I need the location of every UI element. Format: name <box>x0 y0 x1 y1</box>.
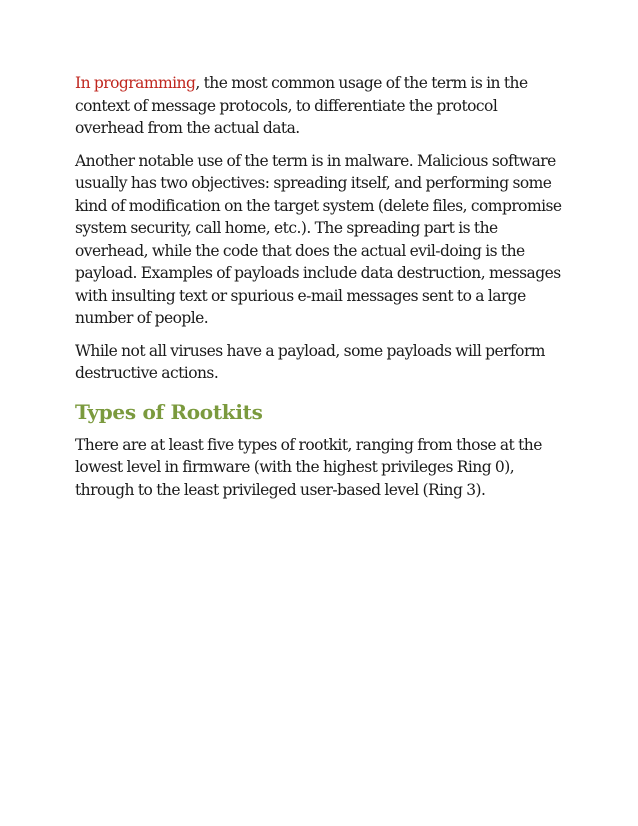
document-page <box>75 72 565 511</box>
paragraph-programming-text: , the most common usage of the term is in the context of message protocols, to differentiate the protocol overhead from the actual data. <box>75 74 528 137</box>
in-programming-link[interactable]: In programming <box>75 74 196 92</box>
paragraph-rootkit-types: There are at least five types of rootkit, ranging from those at the lowest level in firmware (with the highest privileges Ring 0), through to the least privileged user-based level (Ring 3). <box>75 435 542 499</box>
paragraph-viruses: While not all viruses have a payload, some payloads will perform destructive actions. <box>75 341 545 382</box>
section-heading-types-of-rootkits: Types of Rootkits <box>75 399 263 424</box>
paragraph-programming <box>75 72 565 140</box>
paragraph-malware: Another notable use of the term is in malware. Malicious software usually has two objectives: spreading itself, and performing some kind of modification on the target system (delete files, compromise system security, call home, etc.). The spreading part is the overhead, while the code that does the actual evil-doing is the payload. Examples of payloads include data destruction, messages with insulting text or spurious e-mail messages sent to a large number of people. <box>75 151 562 327</box>
